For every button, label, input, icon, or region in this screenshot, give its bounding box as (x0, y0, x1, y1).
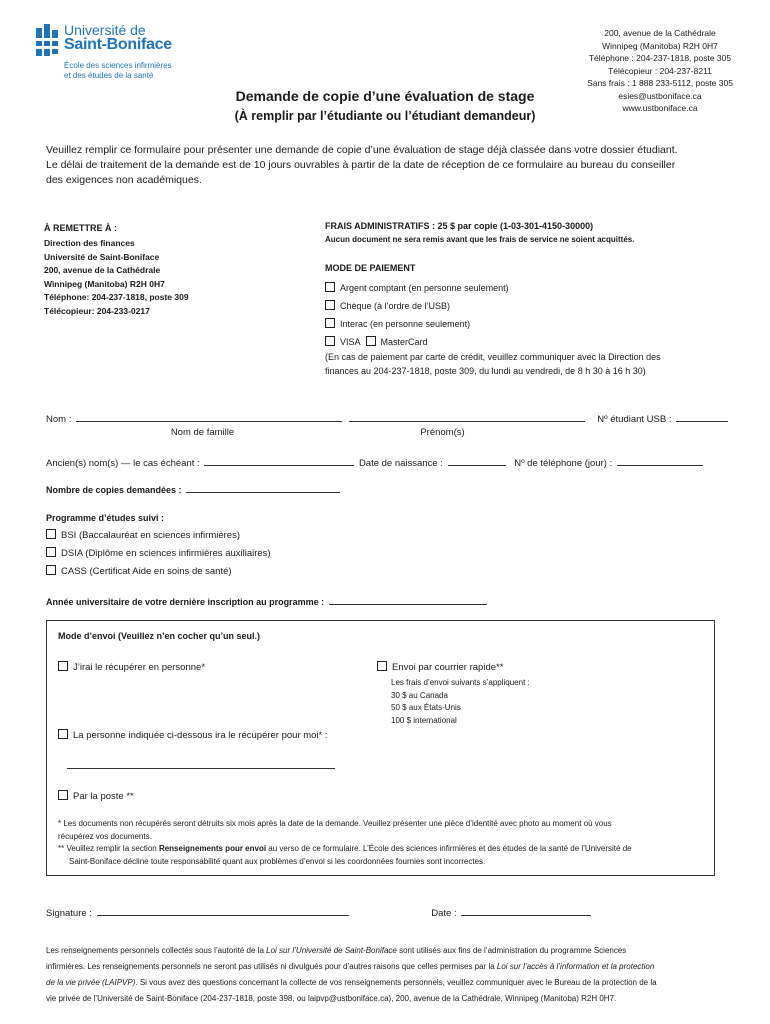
remit-line: Université de Saint-Boniface (44, 251, 160, 262)
delivery-option-courier[interactable] (377, 661, 503, 673)
privacy-law: Loi sur l’accès à l’information et la protection (496, 962, 655, 971)
intro-text (46, 143, 746, 188)
program-option-bsi[interactable] (46, 527, 446, 545)
program-option-dsia[interactable] (46, 545, 446, 563)
card-note-line: (En cas de paiement par carte de crédit, veuillez communiquer avec la Direction des (325, 352, 661, 362)
first-name-field[interactable] (349, 411, 585, 422)
first-names-caption: Prénom(s) (420, 427, 465, 438)
program-section (46, 511, 446, 581)
address-line: 200, avenue de la Cathédrale (604, 28, 716, 38)
checkbox[interactable] (325, 318, 335, 328)
signature-field[interactable] (97, 905, 349, 916)
checkbox[interactable] (46, 565, 56, 575)
logo-emblem-icon (34, 24, 60, 60)
privacy-text: Les renseignements personnels collectés sous l’autorité de la (46, 946, 267, 955)
delivery-option-self[interactable] (58, 661, 205, 673)
checkbox[interactable] (58, 729, 68, 739)
delivery-notes (58, 818, 708, 868)
checkbox[interactable] (58, 661, 68, 671)
checkbox[interactable] (46, 529, 56, 539)
delivery-label: Par la poste ** (73, 791, 134, 802)
payment-option-cash[interactable] (325, 279, 745, 297)
address-line: Téléphone : 204-237-1818, poste 305 (588, 53, 732, 63)
delivery-label: Envoi par courrier rapide** (392, 662, 504, 673)
remit-line: Télécopieur: 204-233-0217 (44, 305, 150, 316)
remit-line: Téléphone: 204-237-1818, poste 309 (44, 292, 189, 302)
payment-option-cards (325, 333, 745, 351)
fees-section (325, 220, 745, 246)
privacy-line (46, 975, 736, 991)
email-link[interactable]: esies@ustboniface.ca (618, 90, 702, 101)
last-year-label: Année universitaire de votre dernière inscription au programme : (46, 597, 325, 607)
website-link[interactable]: www.ustboniface.ca (622, 103, 698, 113)
page-subtitle: (À remplir par l’étudiante ou l’étudiant demandeur) (234, 109, 536, 123)
program-heading: Programme d’études suivi : (46, 513, 165, 523)
name-row (46, 411, 706, 425)
birth-date-field[interactable] (448, 455, 506, 466)
delivery-option-mail[interactable] (58, 790, 134, 802)
remit-line: Direction des finances (44, 238, 135, 248)
page-title: Demande de copie d’une évaluation de stage (235, 88, 535, 104)
privacy-line (46, 959, 736, 975)
payment-heading: MODE DE PAIEMENT (325, 263, 416, 273)
fees-heading: FRAIS ADMINISTRATIFS : 25 $ par copie (1-03-301-4150-30000) (325, 221, 594, 231)
delivery-label: J’irai le récupérer en personne* (73, 662, 206, 673)
address-line: Winnipeg (Manitoba) R2H 0H7 (602, 40, 718, 51)
intro-line: Le délai de traitement de la demande est de 10 jours ouvrables à partir de la date de réception de ce formulaire au bureau du conseiller (46, 159, 676, 171)
checkbox[interactable] (377, 661, 387, 671)
mastercard-label: MasterCard (380, 337, 428, 347)
date-label: Date : (431, 908, 457, 919)
checkbox[interactable] (325, 300, 335, 310)
delivery-box (46, 620, 715, 876)
checkbox[interactable] (325, 282, 335, 292)
student-number-label: Nº étudiant USB : (597, 414, 672, 425)
address-line: Sans frais : 1 888 233-5112, poste 305 (587, 78, 733, 88)
note-text: ** Veuillez remplir la section (58, 844, 159, 853)
courier-fee: 50 $ aux États-Unis (391, 703, 461, 712)
courier-fee: 100 $ international (391, 715, 457, 725)
former-names-row (46, 455, 716, 469)
student-number-field[interactable] (676, 411, 728, 422)
privacy-text: . Si vous avez des questions concernant la collecte de vos renseignements personnels, veuillez communiquer avec le Bureau de la protection de la (135, 978, 657, 987)
program-label: DSIA (Diplôme en sciences infirmières auxiliaires) (61, 548, 271, 559)
date-field[interactable] (461, 905, 591, 916)
remit-to-section (44, 222, 304, 318)
card-note-line: finances au 204-237-1818, poste 309, du lundi au vendredi, de 8 h 30 à 16 h 30) (325, 365, 646, 376)
checkbox[interactable] (58, 790, 68, 800)
payment-option-cheque[interactable] (325, 297, 745, 315)
delivery-option-other[interactable] (58, 729, 328, 741)
program-label: CASS (Certificat Aide en soins de santé) (61, 566, 232, 577)
note-bold: Renseignements pour envoi (158, 844, 267, 853)
payment-option-label: Argent comptant (en personne seulement) (340, 283, 509, 293)
note-line: récupérez vos documents. (58, 831, 152, 841)
remit-line: Winnipeg (Manitoba) R2H 0H7 (44, 278, 165, 289)
remit-heading: À REMETTRE À : (44, 223, 117, 233)
courier-fees (391, 677, 530, 727)
copies-label: Nombre de copies demandées : (46, 485, 182, 495)
payment-option-interac[interactable] (325, 315, 745, 333)
family-name-caption: Nom de famille (170, 427, 235, 438)
signature-row (46, 905, 726, 919)
checkbox[interactable] (46, 547, 56, 557)
former-names-label: Ancien(s) nom(s) — le cas échéant : (46, 458, 200, 469)
signature-label: Signature : (46, 908, 92, 919)
copies-row (46, 482, 340, 495)
former-names-field[interactable] (204, 455, 354, 466)
privacy-notice (46, 943, 736, 1007)
payment-option-label: Interac (en personne seulement) (340, 319, 471, 329)
phone-label: Nº de téléphone (jour) : (514, 458, 613, 469)
logo-sub2: et des études de la santé (64, 71, 154, 80)
remit-line: 200, avenue de la Cathédrale (44, 265, 161, 275)
intro-line: Veuillez remplir ce formulaire pour présenter une demande de copie d’une évaluation de stage déjà classée dans votre dossier étudiant. (46, 144, 678, 156)
copies-field[interactable] (186, 482, 340, 493)
payment-section (325, 262, 745, 378)
university-logo (32, 22, 192, 82)
logo-line1: Université de (64, 22, 146, 38)
delivery-label: La personne indiquée ci-dessous ira le récupérer pour moi* : (73, 730, 328, 741)
visa-checkbox[interactable] (325, 336, 335, 346)
privacy-law: Loi sur l’Université de Saint-Boniface (266, 946, 397, 955)
privacy-law: de la vie privée (LAIPVP) (46, 978, 136, 987)
birth-date-label: Date de naissance : (358, 458, 443, 469)
privacy-text: infirmières. Les renseignements personnels ne seront pas utilisés ni divulgués pour d’autres raisons que celles permises par la (46, 962, 497, 971)
logo-line2: Saint-Boniface (64, 36, 172, 53)
note-text: au verso de ce formulaire. L’École des sciences infirmières et des études de la santé de l’Université de (266, 844, 632, 853)
program-option-cass[interactable] (46, 563, 446, 581)
note-line: Saint-Boniface décline toute responsabilité quant aux problèmes d’envoi si les coordonnées fournies sont incorrectes. (69, 856, 486, 866)
note-line (58, 843, 708, 856)
privacy-line: vie privée de l’Université de Saint-Boniface (204-237-1818, poste 398, ou laipvp@ustboniface.ca), 200, avenue de la Cathédrale, Winnipeg (Manitoba) R2H 0H7. (46, 994, 617, 1003)
courier-fee: 30 $ au Canada (391, 690, 448, 700)
mastercard-checkbox[interactable] (366, 336, 376, 346)
courier-fees-heading: Les frais d’envoi suivants s’appliquent : (391, 678, 530, 687)
delivery-heading: Mode d’envoi (Veuillez n’en cocher qu’un seul.) (58, 631, 261, 641)
family-name-field[interactable] (76, 411, 342, 422)
phone-field[interactable] (617, 455, 703, 466)
card-note (325, 351, 745, 378)
privacy-text: sont utilisés aux fins de l’administration du programme Sciences (396, 946, 627, 955)
logo-sub1: École des sciences infirmières (64, 61, 172, 70)
payment-option-label: Chèque (à l’ordre de l’USB) (340, 301, 451, 311)
other-person-field[interactable] (67, 768, 335, 769)
visa-label: VISA (340, 337, 361, 347)
fees-note: Aucun document ne sera remis avant que les frais de service ne soient acquittés. (325, 235, 635, 244)
address-line: Télécopieur : 204-237-8211 (608, 65, 712, 76)
last-year-row (46, 594, 487, 607)
nom-label: Nom : (46, 414, 72, 425)
program-label: BSI (Baccalauréat en sciences infirmières) (61, 530, 240, 541)
note-line: * Les documents non récupérés seront détruits six mois après la date de la demande. Veuillez présenter une pièce d’identité avec photo au moment où vous (58, 819, 612, 828)
privacy-line (46, 943, 736, 959)
intro-line: des exigences non académiques. (46, 174, 202, 186)
last-year-field[interactable] (329, 594, 487, 605)
